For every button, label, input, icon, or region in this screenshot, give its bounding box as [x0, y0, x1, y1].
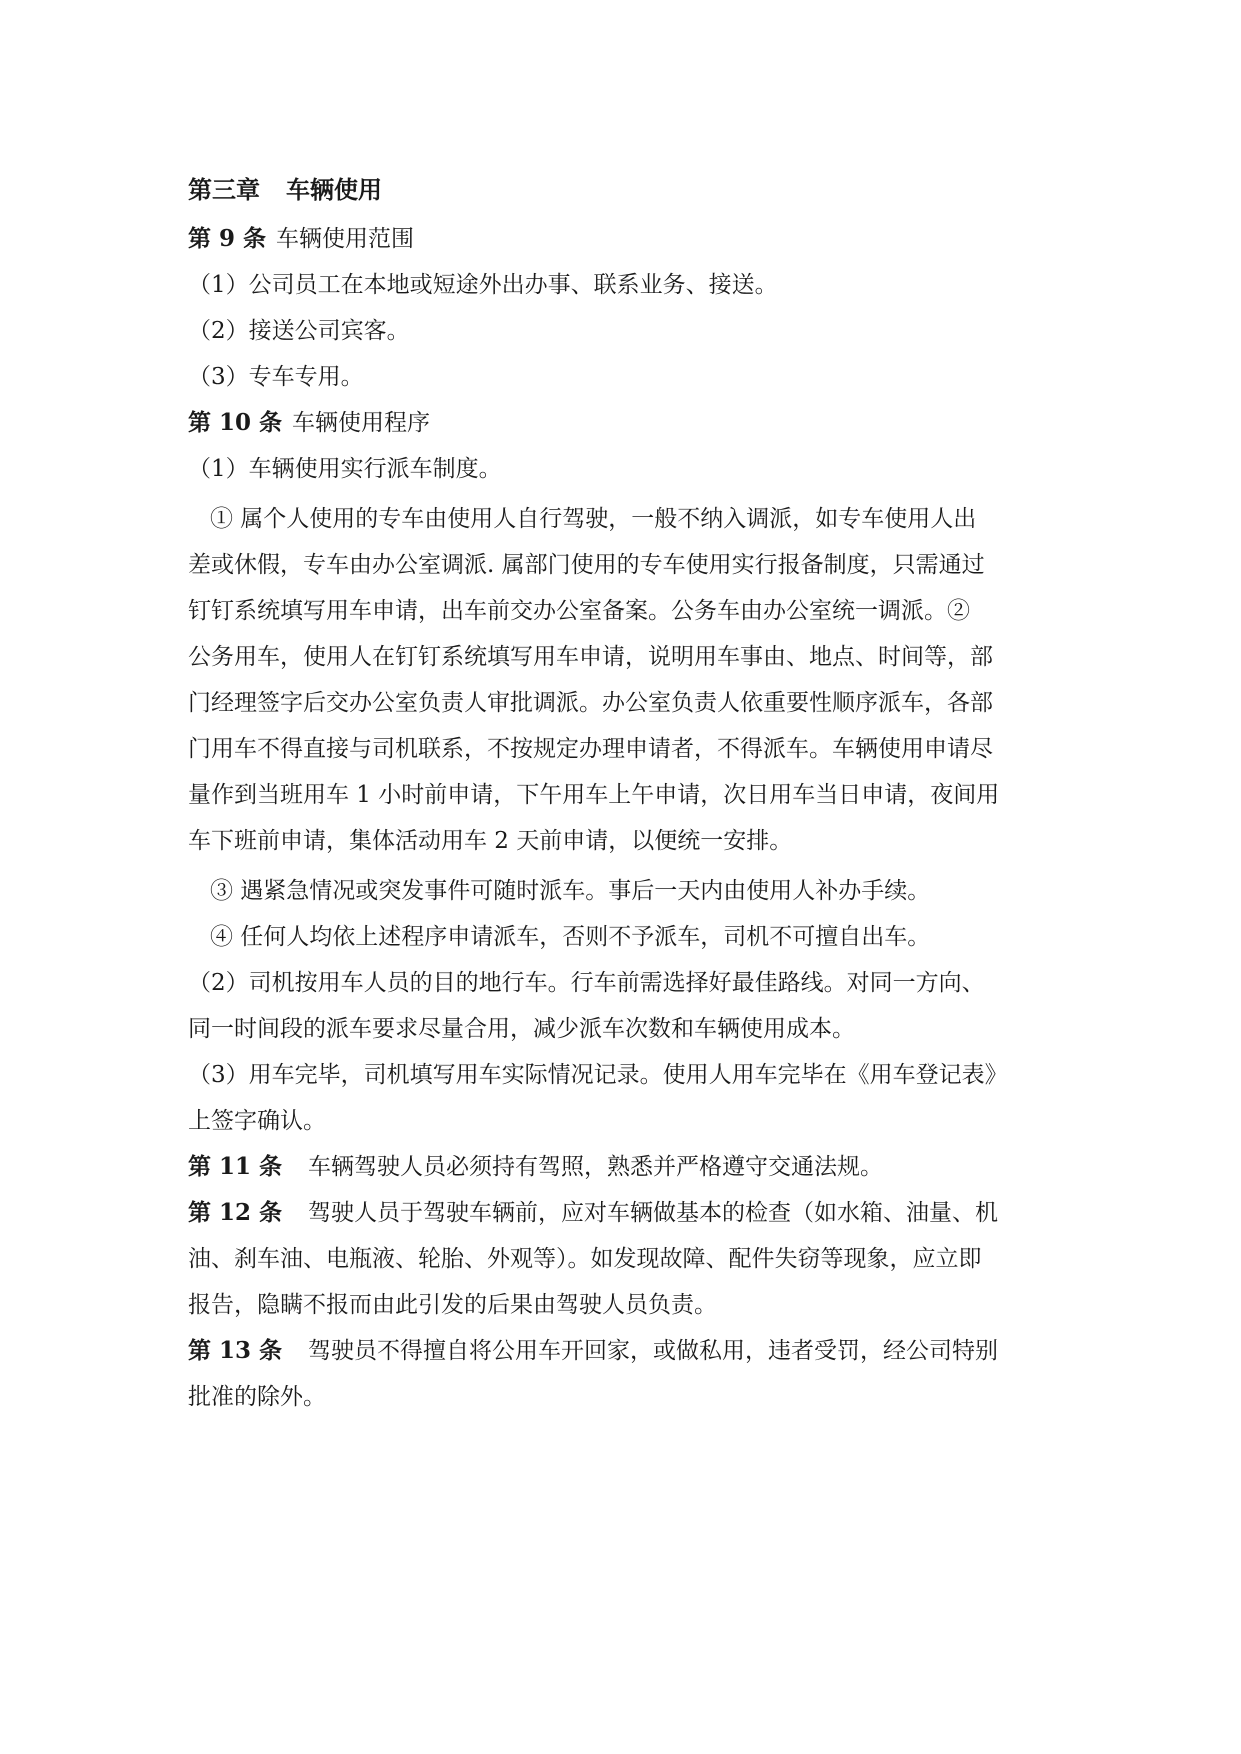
paragraph-line: 门用车不得直接与司机联系，不按规定办理申请者，不得派车。车辆使用申请尽: [188, 736, 993, 762]
paragraph-line: 批准的除外。: [188, 1384, 326, 1410]
article-10-sub-3: ③ 遇紧急情况或突发事件可随时派车。事后一天内由使用人补办手续。: [210, 878, 931, 904]
article-9-title: 车辆使用范围: [276, 226, 415, 252]
article-10-item-3: [188, 1052, 1058, 1144]
article-11: [188, 1144, 1058, 1190]
chapter-number: 第三章: [188, 175, 260, 204]
article-9-number: 第 9 条: [188, 225, 267, 252]
paragraph-line: 报告，隐瞒不报而由此引发的后果由驾驶人员负责。: [188, 1292, 717, 1318]
paragraph-line: （2）司机按用车人员的目的地行车。行车前需选择好最佳路线。对同一方向、: [188, 970, 985, 996]
paragraph-line: 量作到当班用车 1 小时前申请，下午用车上午申请，次日用车当日申请，夜间用: [188, 782, 1000, 808]
article-12: [188, 1190, 1058, 1328]
article-12-number: 第 12 条: [188, 1199, 283, 1226]
article-10-item-2: [188, 960, 1058, 1052]
article-13-number: 第 13 条: [188, 1337, 283, 1364]
article-12-text: 驾驶人员于驾驶车辆前，应对车辆做基本的检查（如水箱、油量、机: [308, 1200, 999, 1226]
paragraph-line: 差或休假，专车由办公室调派. 属部门使用的专车使用实行报备制度，只需通过: [188, 552, 985, 578]
article-10-sub-1-paragraph: [188, 496, 1058, 864]
article-11-number: 第 11 条: [188, 1153, 283, 1180]
paragraph-line: 钉钉系统填写用车申请，出车前交办公室备案。公务车由办公室统一调派。②: [188, 598, 970, 624]
paragraph-line: 同一时间段的派车要求尽量合用，减少派车次数和车辆使用成本。: [188, 1016, 855, 1042]
paragraph-line: ① 属个人使用的专车由使用人自行驾驶，一般不纳入调派，如专车使用人出: [210, 506, 977, 532]
article-9-item-1: （1）公司员工在本地或短途外出办事、联系业务、接送。: [188, 272, 778, 298]
paragraph-line: 门经理签字后交办公室负责人审批调派。办公室负责人依重要性顺序派车，各部: [188, 690, 993, 716]
article-9-item-2: （2）接送公司宾客。: [188, 318, 410, 344]
paragraph-line: 油、刹车油、电瓶液、轮胎、外观等）。如发现故障、配件失窃等现象，应立即: [188, 1246, 982, 1272]
article-12-first-line: [188, 1190, 1058, 1236]
article-13-text: 驾驶员不得擅自将公用车开回家，或做私用，违者受罚，经公司特别: [308, 1338, 999, 1364]
article-9-heading: [188, 216, 1058, 262]
paragraph-line: 车下班前申请，集体活动用车 2 天前申请，以便统一安排。: [188, 828, 793, 854]
paragraph-line: （3）用车完毕，司机填写用车实际情况记录。使用人用车完毕在《用车登记表》: [188, 1062, 1008, 1088]
paragraph-line: 上签字确认。: [188, 1108, 326, 1134]
chapter-title: 车辆使用: [286, 175, 382, 204]
article-10-item-1: （1）车辆使用实行派车制度。: [188, 456, 502, 482]
chapter-heading: [188, 168, 1058, 212]
article-10-title: 车辆使用程序: [292, 410, 431, 436]
article-13: [188, 1328, 1058, 1420]
article-11-text: 车辆驾驶人员必须持有驾照，熟悉并严格遵守交通法规。: [308, 1154, 884, 1180]
article-10-heading: [188, 400, 1058, 446]
document-page: [188, 168, 1058, 1420]
article-13-first-line: [188, 1328, 1058, 1374]
article-10-sub-4: ④ 任何人均依上述程序申请派车，否则不予派车，司机不可擅自出车。: [210, 924, 931, 950]
article-9-item-3: （3）专车专用。: [188, 364, 364, 390]
article-10-number: 第 10 条: [188, 409, 283, 436]
paragraph-line: 公务用车，使用人在钉钉系统填写用车申请，说明用车事由、地点、时间等，部: [188, 644, 993, 670]
